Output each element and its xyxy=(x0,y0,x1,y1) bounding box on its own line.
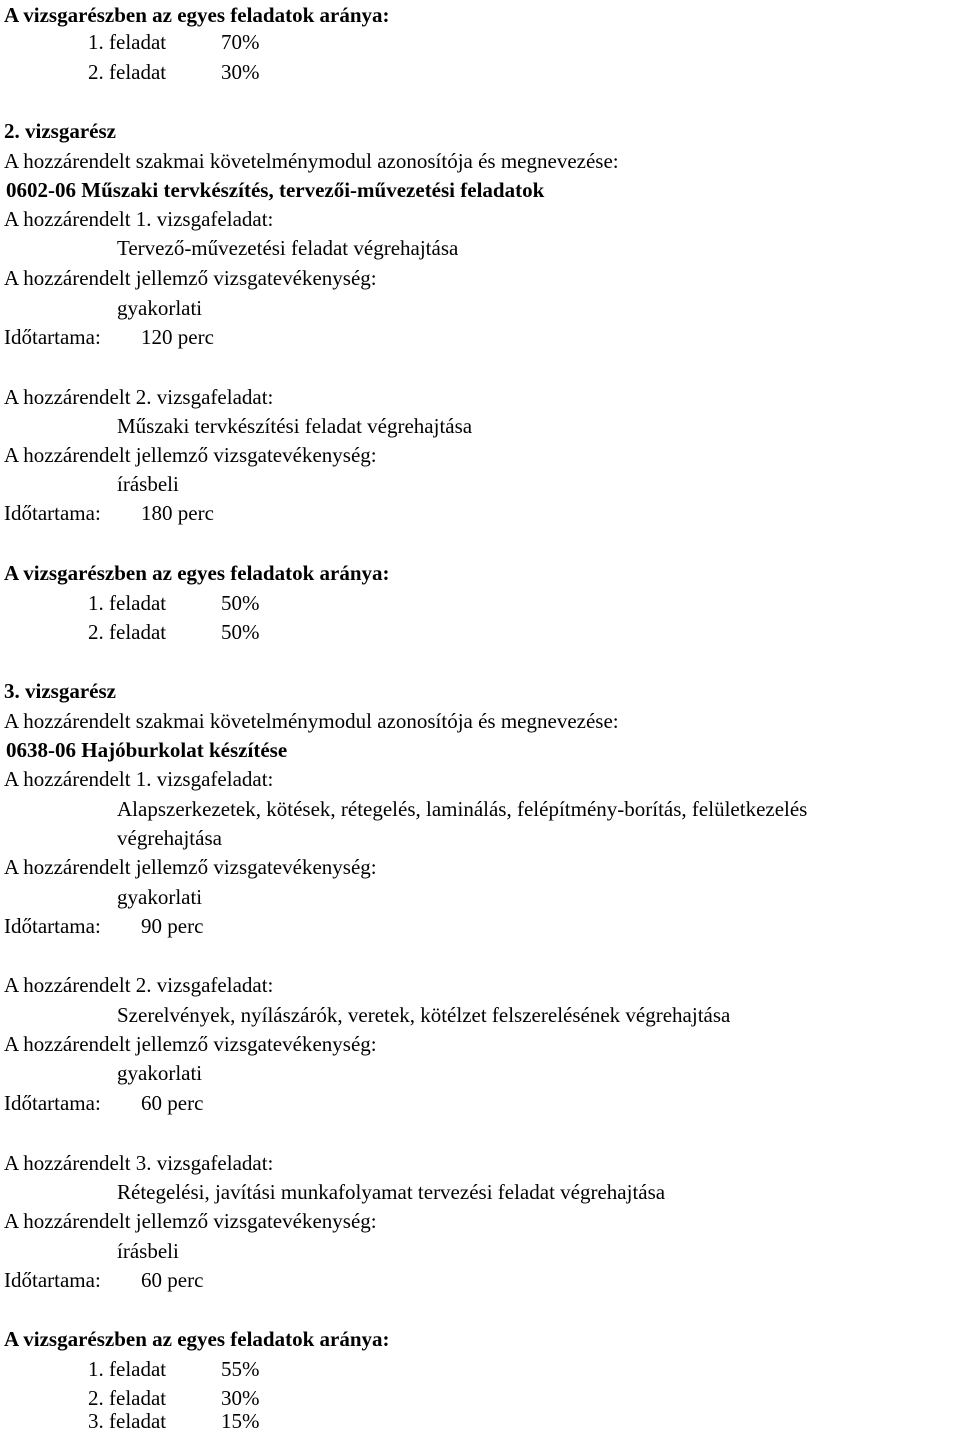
module-intro: A hozzárendelt szakmai követelménymodul azonosítója és megnevezése: xyxy=(4,709,619,733)
module-name: 0638-06 Hajóburkolat készítése xyxy=(6,738,288,762)
activity-label: A hozzárendelt jellemző vizsgatevékenység: xyxy=(4,443,377,467)
ratio-item: 1. feladat 70% xyxy=(88,30,260,54)
duration: Időtartama: 60 perc xyxy=(4,1268,204,1292)
task-label: A hozzárendelt 1. vizsgafeladat: xyxy=(4,767,274,791)
task-name: Szerelvények, nyílászárók, veretek, kötélzet felszerelésének végrehajtása xyxy=(117,1003,731,1027)
ratio-item: 2. feladat 50% xyxy=(88,620,260,644)
duration: Időtartama: 90 perc xyxy=(4,914,204,938)
module-name: 0602-06 Műszaki tervkészítés, tervezői-művezetési feladatok xyxy=(6,178,545,202)
activity-type: gyakorlati xyxy=(117,296,203,320)
task-label: A hozzárendelt 3. vizsgafeladat: xyxy=(4,1151,274,1175)
duration: Időtartama: 120 perc xyxy=(4,325,214,349)
duration: Időtartama: 60 perc xyxy=(4,1091,204,1115)
activity-label: A hozzárendelt jellemző vizsgatevékenység: xyxy=(4,266,377,290)
task-name: Alapszerkezetek, kötések, rétegelés, laminálás, felépítmény-borítás, felületkezelés xyxy=(117,797,808,821)
task-name: Műszaki tervkészítési feladat végrehajtása xyxy=(117,414,473,438)
activity-label: A hozzárendelt jellemző vizsgatevékenység: xyxy=(4,855,377,879)
task-label: A hozzárendelt 2. vizsgafeladat: xyxy=(4,385,274,409)
ratio-item: 2. feladat 30% xyxy=(88,1386,260,1410)
task-name: Rétegelési, javítási munkafolyamat tervezési feladat végrehajtása xyxy=(117,1180,666,1204)
duration: Időtartama: 180 perc xyxy=(4,501,214,525)
module-intro: A hozzárendelt szakmai követelménymodul azonosítója és megnevezése: xyxy=(4,149,619,173)
ratio-heading: A vizsgarészben az egyes feladatok aránya: xyxy=(4,3,390,27)
ratio-item: 3. feladat 15% xyxy=(88,1409,260,1433)
task-label: A hozzárendelt 2. vizsgafeladat: xyxy=(4,973,274,997)
activity-type: gyakorlati xyxy=(117,885,203,909)
section-title: 2. vizsgarész xyxy=(4,119,116,143)
ratio-item: 1. feladat 50% xyxy=(88,591,260,615)
ratio-heading: A vizsgarészben az egyes feladatok aránya: xyxy=(4,561,390,585)
task-name-continued: végrehajtása xyxy=(117,826,222,850)
activity-type: gyakorlati xyxy=(117,1061,203,1085)
task-name: Tervező-művezetési feladat végrehajtása xyxy=(117,236,459,260)
activity-label: A hozzárendelt jellemző vizsgatevékenység: xyxy=(4,1209,377,1233)
ratio-item: 2. feladat 30% xyxy=(88,60,260,84)
activity-type: írásbeli xyxy=(117,472,179,496)
task-label: A hozzárendelt 1. vizsgafeladat: xyxy=(4,207,274,231)
activity-type: írásbeli xyxy=(117,1239,179,1263)
ratio-item: 1. feladat 55% xyxy=(88,1357,260,1381)
activity-label: A hozzárendelt jellemző vizsgatevékenység: xyxy=(4,1032,377,1056)
ratio-heading: A vizsgarészben az egyes feladatok aránya: xyxy=(4,1327,390,1351)
section-title: 3. vizsgarész xyxy=(4,679,116,703)
